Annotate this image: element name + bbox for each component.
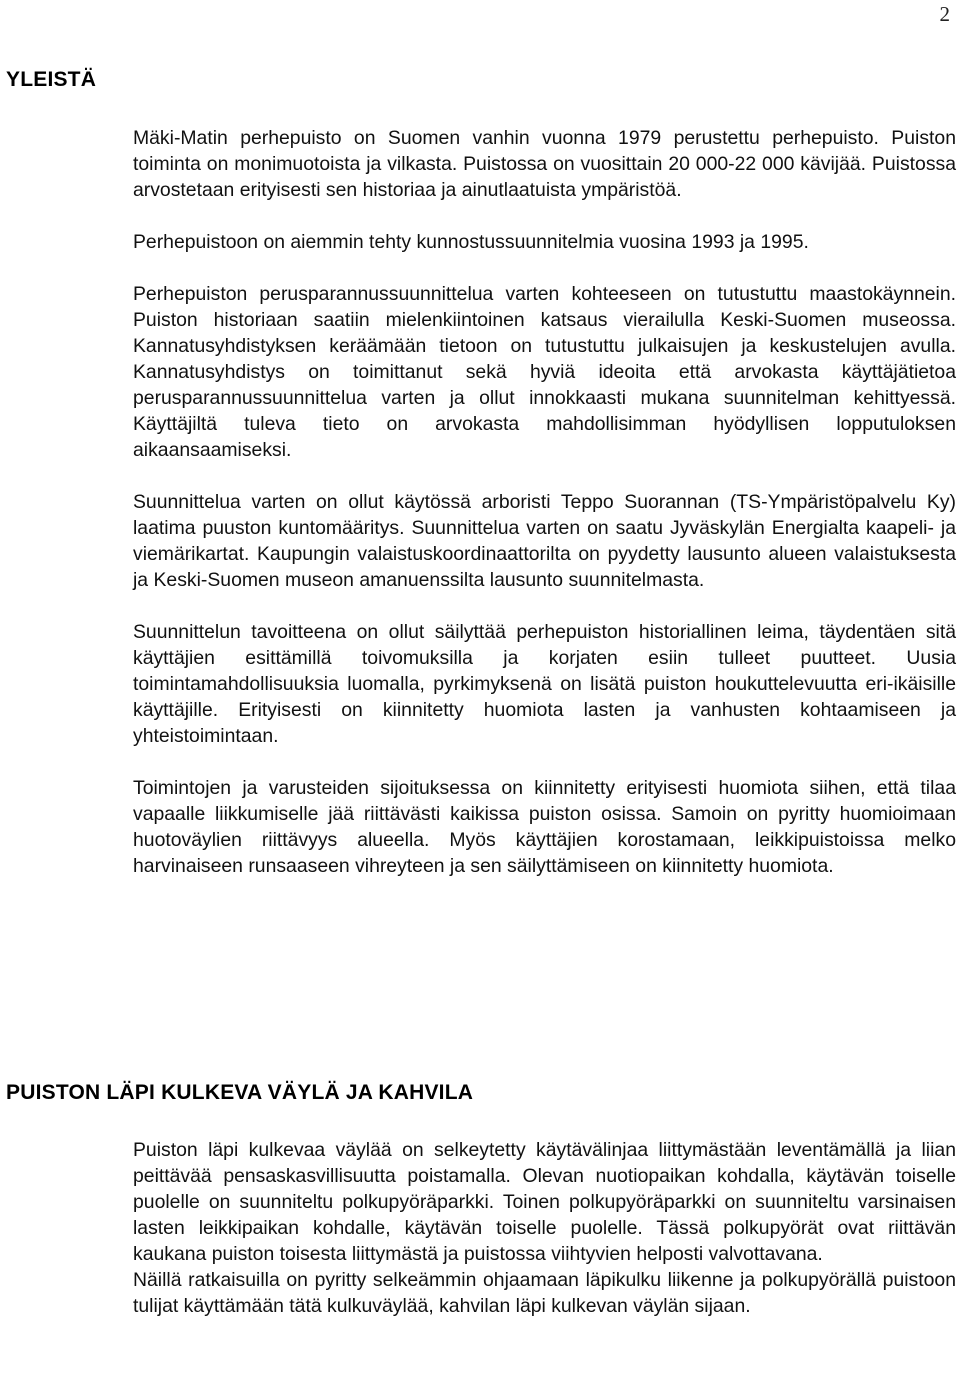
section-heading-vayla-ja-kahvila: PUISTON LÄPI KULKEVA VÄYLÄ JA KAHVILA — [6, 1081, 474, 1104]
paragraph: Puiston läpi kulkevaa väylää on selkeytetty käytävälinjaa liittymästään leventämällä ja liian peittävää pensaskasvillisuutta poistamalla. Olevan nuotiopaikan kohdalla, käytävän toiselle puolelle on suunniteltu polkupyöräparkki. Toinen polkupyöräparkki on suunniteltu varsinaisen lasten leikkipaikan kohdalle, käytävän toiselle puolelle. Tässä polkupyörät ovat riittävän kaukana puiston toisesta liittymästä ja puistossa viihtyvien helposti valvottavana. — [133, 1139, 956, 1265]
section-body-vayla-ja-kahvila — [133, 1137, 956, 1319]
paragraph: Toimintojen ja varusteiden sijoituksessa on kiinnitetty erityisesti huomiota siihen, että tilaa vapaalle liikkumiselle jää riittävästi kaikissa puiston osissa. Samoin on pyritty huomioimaan huotoväylien riittävyys alueella. Myös käyttäjien korostamaan, leikkipuistoissa melko harvinaiseen runsaaseen vihreyteen ja sen säilyttämiseen on kiinnitetty huomiota. — [133, 777, 956, 877]
paragraph: Mäki-Matin perhepuisto on Suomen vanhin vuonna 1979 perustettu perhepuisto. Puiston toiminta on monimuotoista ja vilkasta. Puistossa on vuosittain 20 000-22 000 kävijää. Puistossa arvostetaan erityisesti sen historiaa ja ainutlaatuista ympäristöä. — [133, 127, 956, 201]
paragraph: Perhepuistoon on aiemmin tehty kunnostussuunnitelmia vuosina 1993 ja 1995. — [133, 231, 809, 253]
paragraph: Suunnittelun tavoitteena on ollut säilyttää perhepuiston historiallinen leima, täydentäen sitä käyttäjien esittämillä toivomuksilla ja korjaten esiin tulleet puutteet. Uusia toimintamahdollisuuksia luomalla, pyrkimyksenä on lisätä puiston houkuttelevuutta eri-ikäisille käyttäjille. Erityisesti on kiinnitetty huomiota lasten ja vanhusten kohtaamiseen ja yhteistoimintaan. — [133, 621, 956, 747]
page-number: 2 — [939, 2, 950, 26]
paragraph: Perhepuiston perusparannussuunnittelua varten kohteeseen on tutustuttu maastokäynnein. Puiston historiaan saatiin mielenkiintoinen katsaus vierailulla Keski-Suomen museossa. Kannatusyhdistyksen keräämään tietoon on tutustuttu julkaisujen ja keskustelujen avulla. Kannatusyhdistys on toimittanut sekä hyviä ideoita että arvokasta käyttäjätietoa perusparannussuunnittelua varten ja ollut innokkaasti mukana suunnitelman kehittyessä. Käyttäjiltä tuleva tieto on arvokasta mahdollisimman hyödyllisen lopputuloksen aikaansaamiseksi. — [133, 283, 956, 461]
section-body-yleista — [133, 125, 956, 879]
section-heading-yleista: YLEISTÄ — [6, 68, 97, 91]
paragraph: Suunnittelua varten on ollut käytössä arboristi Teppo Suorannan (TS-Ympäristöpalvelu Ky) laatima puuston kuntomääritys. Suunnittelua varten on saatu Jyväskylän Energialta kaapeli- ja viemärikartat. Kaupungin valaistuskoordinaattorilta on pyydetty lausunto alueen valaistuksesta ja Keski-Suomen museon amanuenssilta lausunto suunnitelmasta. — [133, 491, 956, 591]
paragraph: Näillä ratkaisuilla on pyritty selkeämmin ohjaamaan läpikulku liikenne ja polkupyörällä puistoon tulijat käyttämään tätä kulkuväylää, kahvilan läpi kulkevan väylän sijaan. — [133, 1269, 956, 1317]
